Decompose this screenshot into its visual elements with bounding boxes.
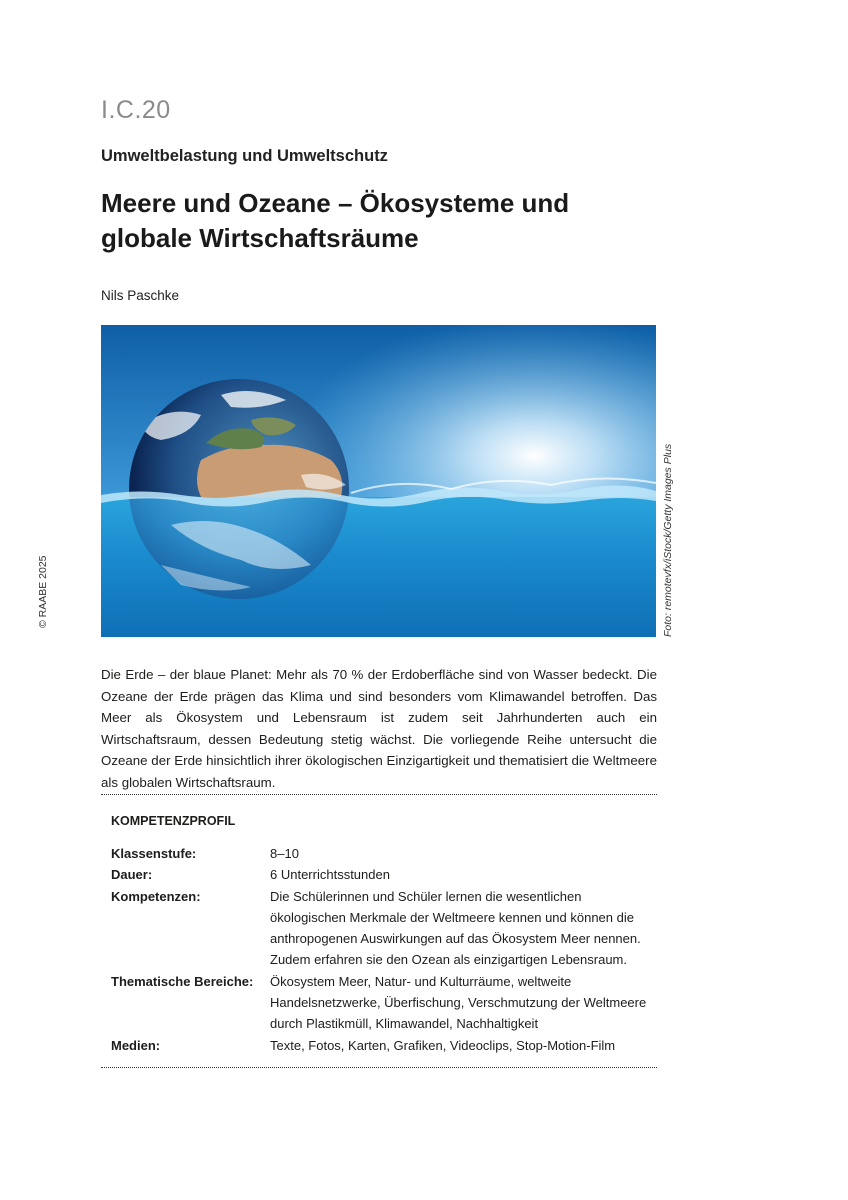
profile-value: Ökosystem Meer, Natur- und Kulturräume, weltweite Handelsnetzwerke, Überfischung, Verschmutzung der Weltmeere durch Plastikmüll, Klimawandel, Nachhaltigkeit — [270, 973, 647, 1032]
profile-label: Thematische Bereiche: — [111, 973, 254, 989]
profile-row — [111, 971, 651, 1035]
profile-label: Dauer: — [111, 867, 153, 883]
divider-bottom — [101, 1067, 657, 1068]
profile-row — [111, 843, 651, 864]
profile-value: Texte, Fotos, Karten, Grafiken, Videoclips, Stop-Motion-Film — [270, 1037, 616, 1053]
profile-row — [111, 886, 651, 971]
profile-label: Medien: — [111, 1037, 161, 1053]
profile-value: 6 Unterrichtsstunden — [270, 867, 390, 883]
profile-label: Kompetenzen: — [111, 888, 201, 904]
competence-profile-table — [111, 843, 651, 1056]
profile-value: Die Schülerinnen und Schüler lernen die wesentlichen ökologischen Merkmale der Weltmeere kennen und können die anthropogenen Auswirkungen auf das Ökosystem Meer nennen. Zudem erfahren sie den Ozean als einzigartigen Lebensraum. — [270, 888, 641, 968]
profile-label: Klassenstufe: — [111, 846, 197, 861]
series-code: I.C.20 — [101, 96, 171, 124]
photo-credit: Foto: remotevfx/iStock/Getty Images Plus — [662, 443, 674, 637]
divider-top — [101, 794, 657, 795]
page-title: Meere und Ozeane – Ökosysteme und globale Wirtschaftsräume — [101, 188, 570, 253]
topic-subtitle: Umweltbelastung und Umweltschutz — [101, 147, 388, 165]
cover-photo-earth-in-ocean — [101, 325, 656, 637]
profile-row — [111, 864, 651, 885]
author-name: Nils Paschke — [101, 288, 180, 303]
copyright-note: © RAABE 2025 — [37, 555, 49, 628]
profile-heading: KOMPETENZPROFIL — [111, 814, 236, 828]
profile-value: 8–10 — [270, 846, 299, 861]
intro-paragraph: Die Erde – der blaue Planet: Mehr als 70 % der Erdoberfläche sind von Wasser bedeckt. Die Ozeane der Erde prägen das Klima und sind besonders vom Klimawandel betroffen. Das Meer als Ökosystem und Lebensraum ist zudem seit Jahrhunderten auch ein Wirtschaftsraum, dessen Bedeutung stetig wächst. Die vorliegende Reihe untersucht die Ozeane der Erde hinsichtlich ihrer ökologischen Einzigartigkeit und thematisiert die Weltmeere als globalen Wirtschaftsraum. — [101, 667, 657, 790]
profile-row — [111, 1035, 651, 1056]
